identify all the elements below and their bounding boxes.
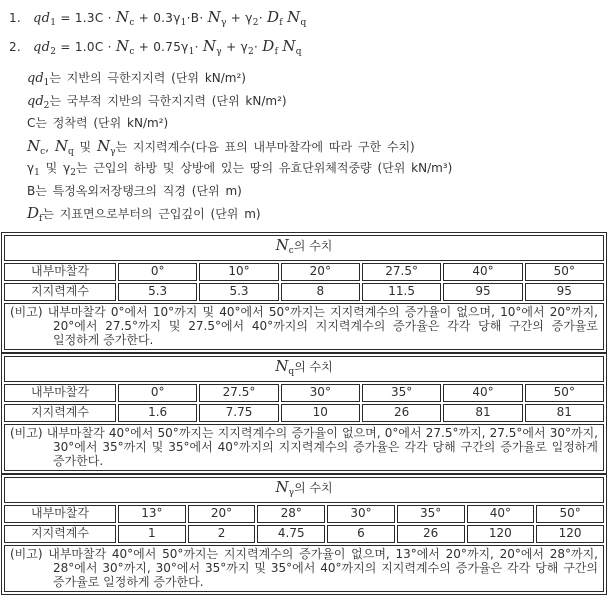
math-segment: N [115, 37, 130, 55]
math-subscript: c [40, 146, 46, 157]
formula-qd1 [9, 5, 607, 31]
math-segment: 는 지반의 극한지지력 (단위 kN/m²) [49, 71, 246, 85]
table-note-row [4, 424, 604, 471]
table-note-row [4, 303, 604, 350]
value-cell: 27.5° [362, 263, 441, 281]
math-segment: 는 국부적 지반의 극한지지력 (단위 kN/m²) [49, 93, 287, 108]
math-subscript: q [300, 18, 307, 28]
math-segment: 는 근입의 하방 및 상방에 있는 땅의 유효단위체적중량 (단위 kN/m³) [75, 161, 453, 175]
table-title [4, 356, 604, 382]
value-cell: 40° [467, 505, 535, 523]
value-cell: 26 [397, 525, 465, 543]
table-note: (비고) 내부마찰각 0°에서 10°까지 및 40°에서 50°까지는 지지력계수의 증가율이 없으며, 10°에서 20°까지, 20°에서 27.5°까지 및 27.5°에서 40°까지의 지지력계수의 증가율은 각각 당해 구간의 증가율로 일정하게 증가한다. [4, 303, 604, 350]
value-cell: 50° [525, 384, 604, 402]
value-cell: 5.3 [199, 283, 278, 301]
math-subscript: c [129, 18, 135, 28]
table-title [4, 477, 604, 503]
formula-number: 1. [9, 11, 22, 25]
definition-c [27, 113, 607, 136]
definition-n-factors [27, 136, 607, 159]
row-label-cell: 지지력계수 [4, 283, 116, 301]
value-cell: 81 [443, 404, 522, 422]
math-segment: 및 [39, 161, 64, 175]
math-segment: 의 수치 [293, 238, 333, 253]
math-subscript: 2 [247, 47, 254, 57]
math-segment: · [258, 11, 267, 25]
table-value-row [4, 525, 604, 543]
math-segment: γ [173, 11, 181, 25]
math-segment: N [275, 477, 289, 496]
formula-qd2 [9, 34, 607, 60]
value-cell: 10 [281, 404, 360, 422]
math-segment: · [194, 40, 203, 54]
math-segment: γ [27, 161, 35, 175]
value-cell: 8 [281, 283, 360, 301]
math-segment: N [96, 136, 111, 155]
value-cell: 27.5° [199, 384, 278, 402]
table-title [4, 235, 604, 261]
math-segment: qd [27, 71, 44, 86]
value-cell: 35° [362, 384, 441, 402]
value-cell: 40° [443, 263, 522, 281]
math-subscript: q [67, 146, 74, 157]
value-cell: 120 [536, 525, 604, 543]
math-segment: + [226, 11, 246, 25]
math-subscript: q [288, 366, 295, 377]
math-segment: N [287, 8, 301, 26]
value-cell: 28° [257, 505, 325, 523]
table-header-row [4, 384, 604, 402]
math-subscript: γ [288, 487, 294, 498]
value-cell: 13° [118, 505, 186, 523]
math-subscript: c [288, 245, 294, 256]
math-segment: N [275, 235, 289, 254]
table-value-row [4, 404, 604, 422]
math-segment: B는 특정옥외저장탱크의 직경 (단위 m) [27, 183, 242, 198]
value-cell: 10° [199, 263, 278, 281]
math-subscript: f [39, 214, 43, 224]
value-cell: 95 [443, 283, 522, 301]
math-subscript: 1 [188, 47, 195, 57]
math-segment: + 0.3 [134, 11, 174, 25]
formula-expression [33, 8, 307, 28]
value-cell: 7.75 [199, 404, 278, 422]
value-cell: 95 [525, 283, 604, 301]
value-cell: 1 [118, 525, 186, 543]
math-segment: N [54, 136, 68, 155]
math-subscript: 2 [70, 168, 76, 178]
math-segment: 는 지지력계수(다음 표의 내부마찰각에 따라 구한 수치) [115, 139, 415, 154]
table-header-row [4, 263, 604, 281]
ngamma-value-table [1, 474, 607, 595]
math-subscript: 2 [43, 100, 50, 111]
definition-qd2 [27, 91, 607, 114]
value-cell: 6 [327, 525, 395, 543]
math-segment: N [282, 37, 296, 55]
formula-number: 2. [9, 40, 22, 54]
value-cell: 50° [536, 505, 604, 523]
math-segment: N [202, 37, 217, 55]
formula-expression [33, 37, 302, 57]
value-cell: 11.5 [362, 283, 441, 301]
table-value-row [4, 283, 604, 301]
math-segment: C는 정착력 (단위 kN/m²) [27, 116, 169, 130]
value-cell: 20° [188, 505, 256, 523]
definition-b [27, 181, 607, 204]
math-segment: · [254, 40, 263, 54]
value-cell: 0° [118, 384, 197, 402]
row-label-cell: 내부마찰각 [4, 263, 116, 281]
value-cell: 120 [467, 525, 535, 543]
nq-value-table [1, 353, 607, 474]
row-label-cell: 내부마찰각 [4, 505, 116, 523]
math-segment: N [115, 8, 130, 26]
definition-df [27, 203, 607, 226]
math-segment: N [275, 356, 289, 375]
math-subscript: γ [216, 47, 222, 57]
table-header-row [4, 505, 604, 523]
math-subscript: 2 [50, 47, 57, 57]
math-subscript: 1 [34, 168, 40, 178]
math-subscript: q [295, 47, 302, 57]
math-subscript: c [129, 47, 135, 57]
math-segment: ·B· [186, 11, 208, 25]
math-subscript: 1 [43, 78, 50, 88]
row-label-cell: 지지력계수 [4, 525, 116, 543]
value-cell: 40° [443, 384, 522, 402]
value-cell: 35° [397, 505, 465, 523]
table-note: (비고) 내부마찰각 40°에서 50°까지는 지지력계수의 증가율이 없으며, 13°에서 20°까지, 20°에서 28°까지, 28°에서 30°까지, 30°에서 35°까지 및 35°에서 40°까지의 지지력계수의 증가율은 각각 당해 구간의 증가율로 일정하게 증가한다. [4, 545, 604, 592]
math-subscript: γ [110, 146, 116, 157]
math-segment: 및 [73, 139, 97, 154]
value-cell: 30° [327, 505, 395, 523]
math-segment: N [207, 8, 221, 26]
math-subscript: γ [221, 18, 227, 28]
math-segment: D [27, 204, 40, 222]
value-cell: 30° [281, 384, 360, 402]
math-segment: γ [181, 40, 189, 54]
row-label-cell: 지지력계수 [4, 404, 116, 422]
value-cell: 20° [281, 263, 360, 281]
math-segment: , [45, 139, 55, 154]
math-segment: + [221, 40, 241, 54]
math-segment: qd [33, 40, 51, 55]
table-title-row [4, 356, 604, 382]
math-subscript: 1 [180, 18, 187, 28]
value-cell: 81 [525, 404, 604, 422]
math-segment: 는 지표면으로부터의 근입깊이 (단위 m) [42, 207, 261, 221]
table-title-row [4, 235, 604, 261]
value-cell: 1.6 [118, 404, 197, 422]
math-segment: D [266, 8, 280, 26]
math-segment: + 0.75 [134, 40, 182, 54]
math-segment: qd [27, 93, 44, 109]
math-segment: qd [33, 11, 51, 26]
math-subscript: 1 [50, 18, 57, 28]
math-segment: 의 수치 [293, 480, 333, 495]
math-subscript: f [279, 18, 283, 28]
math-segment: γ [240, 40, 248, 54]
math-subscript: 2 [252, 18, 259, 28]
value-cell: 50° [525, 263, 604, 281]
table-note: (비고) 내부마찰각 40°에서 50°까지는 지지력계수의 증가율이 없으며, 0°에서 27.5°까지, 27.5°에서 30°까지, 30°에서 35°까지 및 35°에서 40°까지의 지지력계수의 증가율은 각각 당해 구간의 증가율로 일정하게 증가한다. [4, 424, 604, 471]
math-segment: 의 수치 [294, 359, 333, 374]
math-segment: D [262, 37, 275, 55]
value-cell: 26 [362, 404, 441, 422]
math-segment: γ [245, 11, 253, 25]
math-segment: = 1.3C · [56, 11, 116, 25]
math-subscript: f [274, 47, 279, 57]
nc-value-table [1, 232, 607, 353]
definition-list [1, 68, 607, 226]
row-label-cell: 내부마찰각 [4, 384, 116, 402]
value-cell: 4.75 [257, 525, 325, 543]
math-segment: N [27, 136, 41, 155]
math-segment: γ [63, 161, 71, 175]
math-segment: = 1.0C · [56, 40, 116, 54]
value-cell: 0° [118, 263, 197, 281]
value-cell: 5.3 [118, 283, 197, 301]
table-note-row [4, 545, 604, 592]
definition-qd1 [27, 68, 607, 91]
definition-gamma [27, 158, 607, 181]
value-cell: 2 [188, 525, 256, 543]
table-title-row [4, 477, 604, 503]
